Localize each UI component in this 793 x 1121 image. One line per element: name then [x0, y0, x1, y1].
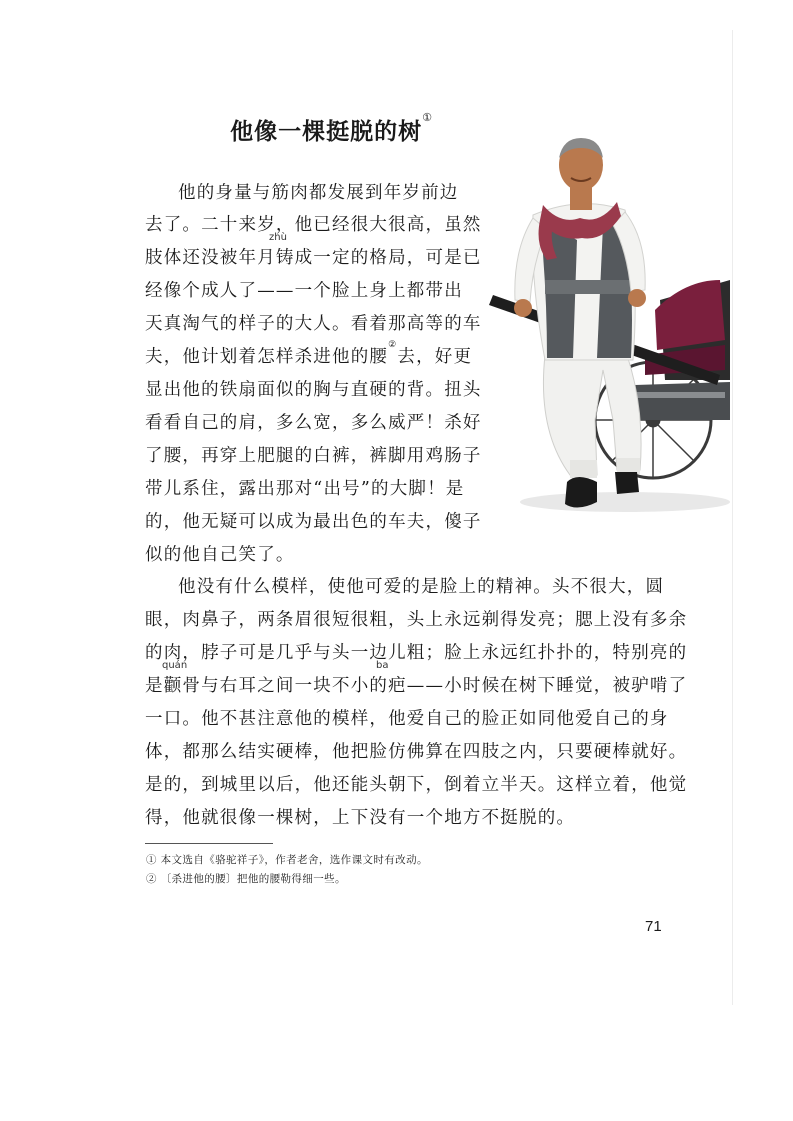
paragraph1-line-12: 似的他自己笑了。	[145, 545, 295, 565]
paragraph1-line-2: 去了。二十来岁，他已经很大很高，虽然	[145, 215, 482, 235]
paragraph2-line-8: 得，他就很像一棵树，上下没有一个地方不挺脱的。	[145, 808, 576, 828]
note-mark-2: ②	[388, 340, 398, 350]
paragraph2-line-6: 体，都那么结实硬棒，他把脸仿佛算在四肢之内，只要硬棒就好。	[145, 742, 688, 762]
paragraph1-line-8: 看看自己的肩，多么宽，多么威严！杀好	[145, 413, 482, 433]
paragraph1-line-10: 带儿系住，露出那对“出号”的大脚！是	[145, 479, 465, 499]
paragraph1-line-1: 他的身量与筋肉都发展到年岁前边	[178, 183, 459, 203]
paragraph2-line-4: 是颧骨与右耳之间一块不小的疤——小时候在树下睡觉，被驴啃了	[145, 676, 688, 696]
footnote-divider	[145, 843, 273, 844]
paragraph1-line-11: 的，他无疑可以成为最出色的车夫，傻子	[145, 512, 482, 532]
paragraph1-line-3: 肢体还没被年月铸成一定的格局，可是已	[145, 248, 482, 268]
paragraph2-line-2: 眼，肉鼻子，两条眉很短很粗，头上永远剃得发亮；腮上没有多余	[145, 610, 688, 630]
pinyin-zhu: zhù	[269, 232, 287, 243]
paragraph1-line-5: 天真淘气的样子的大人。看着那高等的车	[145, 314, 482, 334]
pinyin-quan: quán	[162, 660, 188, 671]
page-number: 71	[645, 918, 662, 935]
pinyin-ba: ba	[376, 660, 389, 671]
paragraph2-line-5: 一口。他不甚注意他的模样，他爱自己的脸正如同他爱自己的身	[145, 709, 669, 729]
paragraph2-line-7: 是的，到城里以后，他还能头朝下，倒着立半天。这样立着，他觉	[145, 775, 688, 795]
paragraph1-line-7: 显出他的铁扇面似的胸与直硬的背。扭头	[145, 380, 482, 400]
footnote-2: ② 〔杀进他的腰〕把他的腰勒得细一些。	[146, 873, 346, 885]
paragraph1-line-6	[145, 340, 473, 368]
paragraph1-line-4: 经像个成人了——一个脸上身上都带出	[145, 281, 463, 301]
footnote-1: ① 本文选自《骆驼祥子》，作者老舍，选作课文时有改动。	[146, 854, 428, 866]
paragraph1-line-9: 了腰，再穿上肥腿的白裤，裤脚用鸡肠子	[145, 446, 482, 466]
paragraph2-line-3: 的肉，脖子可是几乎与头一边儿粗；脸上永远红扑扑的，特别亮的	[145, 643, 688, 663]
paragraph2-line-1: 他没有什么模样，使他可爱的是脸上的精神。头不很大，圆	[178, 577, 665, 597]
title-text: 他像一棵挺脱的树	[230, 119, 423, 145]
line-6-after: 去，好更	[397, 347, 473, 367]
rickshaw-puller-illustration	[485, 130, 735, 530]
title-note-mark: ①	[422, 111, 433, 124]
line-6-before: 夫，他计划着怎样杀进他的腰	[145, 347, 389, 367]
